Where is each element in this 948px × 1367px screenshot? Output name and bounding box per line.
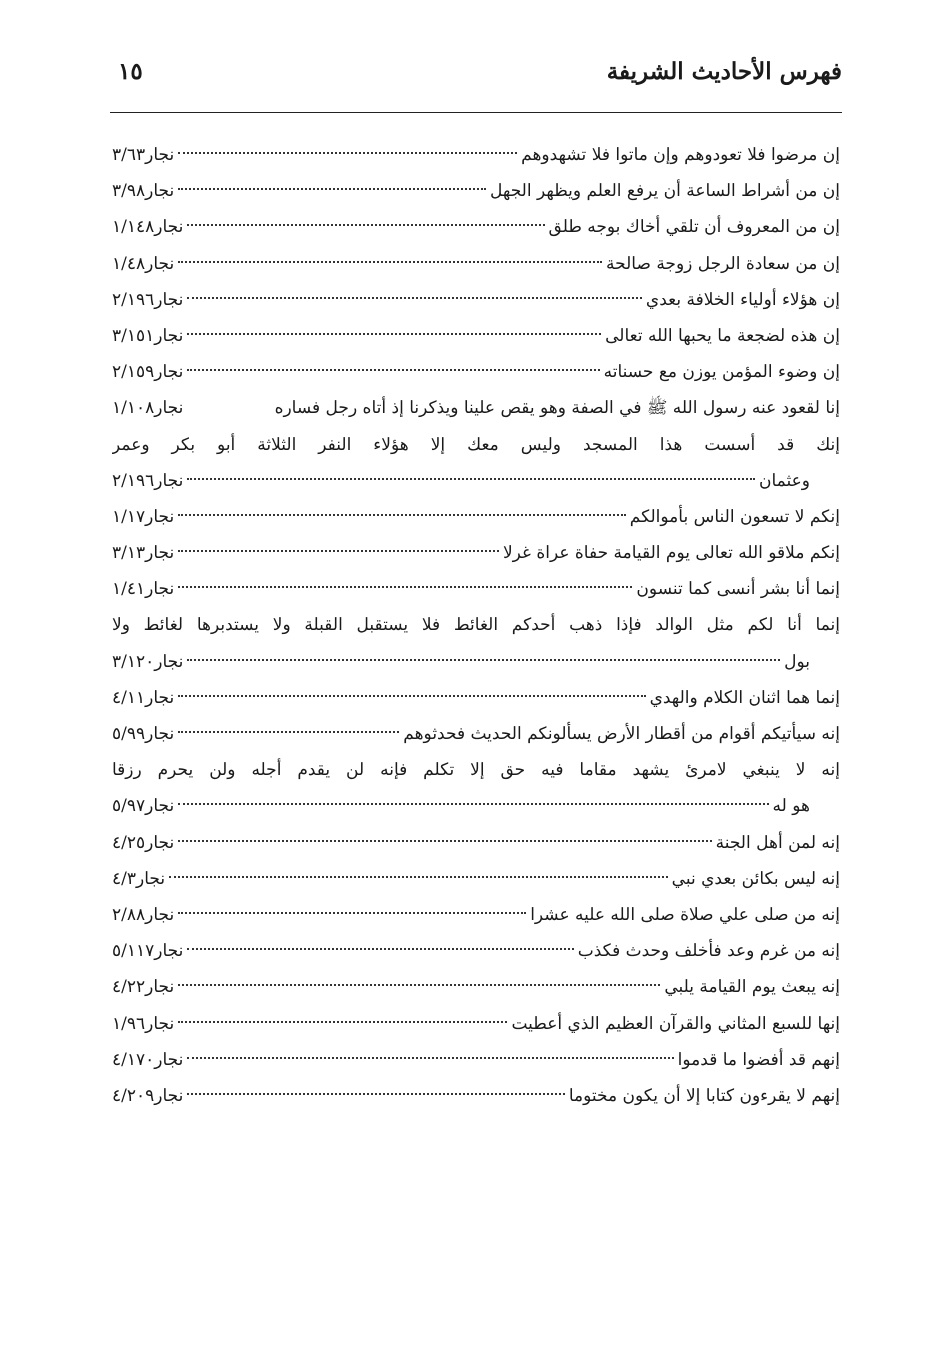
entry-text: إنها للسبع المثاني والقرآن العظيم الذي أعطيت: [511, 1013, 840, 1034]
entry-text: إن هؤلاء أولياء الخلافة بعدي: [645, 289, 840, 310]
entry-text: إنكم لا تسعون الناس بأموالكم: [629, 506, 840, 527]
entry-reference: نجار١/٤١: [112, 579, 175, 600]
entry-text: إنما أنا بشر أنسى كما تنسون: [636, 579, 840, 600]
index-entry: [112, 571, 840, 607]
dot-leader: [178, 586, 632, 588]
index-entry: [112, 535, 840, 571]
index-entry: [112, 825, 840, 861]
index-entry: [112, 282, 840, 318]
dot-leader: [187, 948, 573, 950]
index-entry: [112, 861, 840, 897]
entry-text: إنا لقعود عنه رسول الله ﷺ في الصفة وهو يقص علينا ويذكرنا إذ أتاه رجل فساره: [274, 398, 840, 419]
dot-leader: [187, 1057, 673, 1059]
dot-leader: [187, 478, 755, 480]
entry-reference: نجار٣/٩٨: [112, 181, 175, 202]
entry-text: هو له: [772, 796, 810, 817]
page-number: ١٥: [118, 58, 143, 85]
index-entry: [112, 209, 840, 245]
entry-reference: نجار٢/٨٨: [112, 904, 175, 925]
entry-text: إن وضوء المؤمن يوزن مع حسناته: [603, 362, 840, 383]
index-entry: [112, 390, 840, 426]
dot-leader: [178, 840, 711, 842]
entry-text: إنك قد أسست هذا المسجد وليس معك إلا هؤلاء النفر الثلاثة أبو بكر وعمر: [112, 434, 840, 455]
index-entry: [112, 969, 840, 1005]
entry-text: إن من المعروف أن تلقي أخاك بوجه طلق: [548, 217, 840, 238]
index-entry: [112, 1006, 840, 1042]
index-entry: [112, 463, 840, 499]
index-entry: [112, 716, 840, 752]
index-entry: [112, 499, 840, 535]
entry-text: إن هذه لضجعة ما يحبها الله تعالى: [605, 325, 840, 346]
entry-reference: نجار٥/١١٧: [112, 941, 184, 962]
entry-text: إنه يبعث يوم القيامة يلبي: [664, 977, 840, 998]
entry-reference: نجار٣/٦٣: [112, 145, 175, 165]
entry-reference: نجار٣/١٢٠: [112, 651, 184, 672]
index-entry: [112, 1078, 840, 1114]
entry-text: إنه من غرم وعد فأخلف وحدث فكذب: [577, 941, 840, 962]
entry-text: إنهم لا يقرءون كتابا إلا أن يكون مختوما: [568, 1085, 840, 1106]
index-entry: [112, 933, 840, 969]
entry-text: إنه لمن أهل الجنة: [715, 832, 840, 853]
entry-reference: نجار٥/٩٧: [112, 796, 175, 817]
dot-leader: [169, 876, 668, 878]
entry-text: إنه لا ينبغي لامرئ يشهد مقاما فيه حق إلا تكلم فإنه لن يقدم أجله ولن يحرم رزقا: [112, 760, 840, 781]
entry-reference: نجار١/٩٦: [112, 1013, 175, 1034]
entry-reference: نجار٢/١٩٦: [112, 289, 184, 310]
entry-text: إن مرضوا فلا تعودوهم وإن ماتوا فلا تشهدوهم: [521, 145, 840, 165]
index-entry: [112, 318, 840, 354]
entry-reference: نجار٢/١٥٩: [112, 362, 184, 383]
index-entry: [112, 680, 840, 716]
entry-text: إنه سيأتيكم أقوام من أقطار الأرض يسألونكم الحديث فحدثوهم: [403, 724, 840, 744]
page-title: فهرس الأحاديث الشريفة: [606, 58, 842, 85]
dot-leader: [178, 984, 660, 986]
entry-reference: نجار٣/١٥١: [112, 325, 184, 346]
dot-leader: [178, 152, 517, 154]
index-entry: [112, 354, 840, 390]
dot-leader: [178, 550, 499, 552]
entry-reference: نجار٢/١٩٦: [112, 470, 184, 491]
index-entry: [112, 1042, 840, 1078]
dot-leader: [178, 912, 526, 914]
hadith-index-list: [112, 137, 840, 1114]
index-entry: [112, 427, 840, 463]
entry-text: إنهم قد أفضوا ما قدموا: [677, 1049, 840, 1070]
dot-leader: [187, 659, 780, 661]
dot-leader: [178, 803, 768, 805]
entry-reference: نجار٣/١٣: [112, 543, 175, 564]
entry-reference: نجار٤/٢٢: [112, 977, 175, 998]
entry-reference: نجار٤/١١: [112, 687, 175, 708]
entry-reference: نجار١/١٤٨: [112, 217, 184, 238]
dot-leader: [187, 333, 601, 335]
dot-leader: [178, 731, 399, 733]
entry-reference: نجار٥/٩٩: [112, 724, 175, 744]
index-entry: [112, 607, 840, 643]
entry-text: إنه من صلى علي صلاة صلى الله عليه عشرا: [530, 904, 840, 925]
entry-text: إنما هما اثنان الكلام والهدي: [649, 687, 840, 708]
entry-text: إن من سعادة الرجل زوجة صالحة: [606, 253, 840, 274]
dot-leader: [178, 188, 486, 190]
entry-reference: نجار٤/٣: [112, 868, 166, 889]
index-entry: [112, 644, 840, 680]
index-entry: [112, 246, 840, 282]
entry-text: بول: [784, 651, 810, 672]
page-header: [110, 58, 842, 98]
header-rule: [110, 112, 842, 113]
dot-leader: [178, 514, 626, 516]
entry-text: إن من أشراط الساعة أن يرفع العلم ويظهر الجهل: [489, 181, 840, 202]
entry-reference: نجار١/٤٨: [112, 253, 175, 274]
dot-leader: [178, 1021, 507, 1023]
entry-text: إنه ليس بكائن بعدي نبي: [671, 868, 840, 889]
entry-text: وعثمان: [759, 470, 810, 491]
entry-reference: نجار٤/٢٠٩: [112, 1085, 184, 1106]
entry-reference: نجار١/١٠٨: [112, 398, 184, 419]
index-entry: [112, 788, 840, 824]
dot-leader: [178, 695, 645, 697]
dot-leader: [187, 1093, 564, 1095]
index-entry: [112, 137, 840, 173]
dot-leader: [187, 224, 544, 226]
entry-reference: نجار٤/٢٥: [112, 832, 175, 853]
index-entry: [112, 752, 840, 788]
dot-leader: [187, 369, 599, 371]
entry-reference: نجار٤/١٧٠: [112, 1049, 184, 1070]
entry-text: إنكم ملاقو الله تعالى يوم القيامة حفاة عراة غرلا: [502, 543, 840, 564]
index-entry: [112, 173, 840, 209]
index-entry: [112, 897, 840, 933]
entry-text: إنما أنا لكم مثل الوالد فإذا ذهب أحدكم الغائط فلا يستقبل القبلة ولا يستدبرها لغائط ولا: [112, 615, 840, 636]
entry-reference: نجار١/١٧: [112, 506, 175, 527]
dot-leader: [178, 261, 602, 263]
dot-leader: [187, 297, 642, 299]
